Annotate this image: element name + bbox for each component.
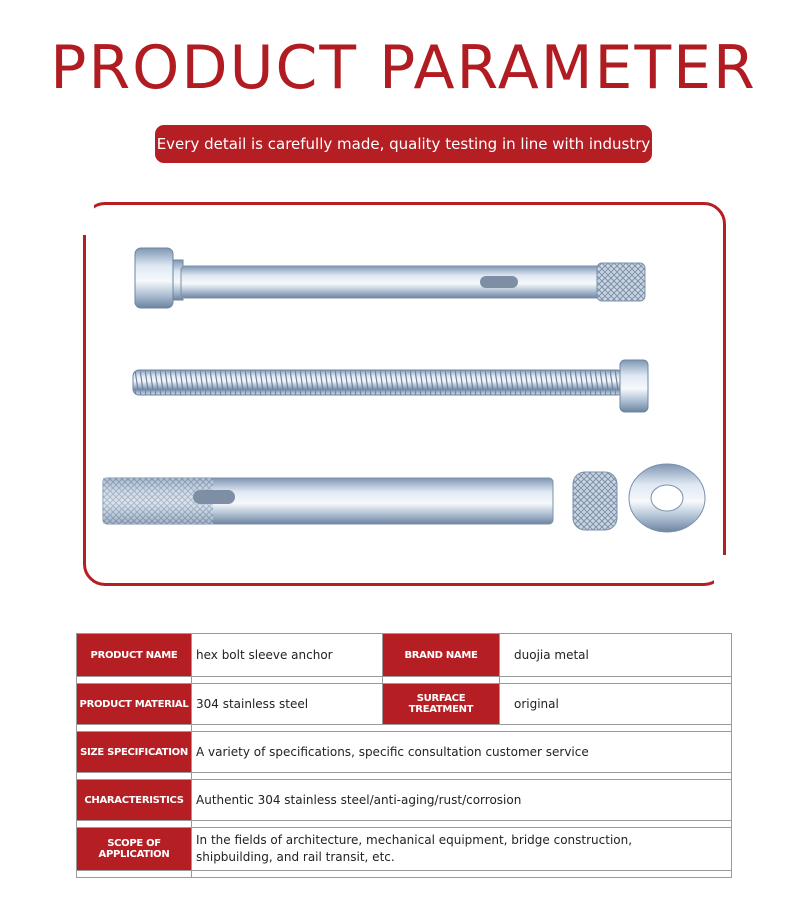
table-row bbox=[77, 634, 732, 677]
table-row bbox=[77, 828, 732, 871]
hex-bolt-image bbox=[133, 360, 648, 412]
characteristics-label: CHARACTERISTICS bbox=[77, 780, 192, 821]
scope-line-2: shipbuilding, and rail transit, etc. bbox=[196, 850, 395, 864]
brand-name-value: duojia metal bbox=[500, 634, 732, 677]
assembled-anchor-image bbox=[135, 248, 645, 308]
product-name-label: PRODUCT NAME bbox=[77, 634, 192, 677]
product-material-value: 304 stainless steel bbox=[192, 684, 383, 725]
size-specification-value: A variety of specifications, specific consultation customer service bbox=[192, 732, 732, 773]
washer-image bbox=[629, 464, 705, 532]
scope-line-1: In the fields of architecture, mechanical equipment, bridge construction, bbox=[196, 833, 633, 847]
table-row bbox=[77, 780, 732, 821]
sleeve-image bbox=[103, 478, 553, 524]
product-material-label: PRODUCT MATERIAL bbox=[77, 684, 192, 725]
product-photo bbox=[95, 230, 715, 570]
surface-treatment-value: original bbox=[500, 684, 732, 725]
cone-nut-image bbox=[573, 472, 617, 530]
parameter-table bbox=[76, 633, 732, 878]
table-row bbox=[77, 732, 732, 773]
scope-of-application-label: SCOPE OF APPLICATION bbox=[77, 828, 192, 871]
characteristics-value: Authentic 304 stainless steel/anti-aging/rust/corrosion bbox=[192, 780, 732, 821]
page-title: PRODUCT PARAMETER bbox=[50, 33, 757, 103]
product-name-value: hex bolt sleeve anchor bbox=[192, 634, 383, 677]
brand-name-label: BRAND NAME bbox=[383, 634, 500, 677]
scope-of-application-value bbox=[192, 828, 732, 871]
size-specification-label: SIZE SPECIFICATION bbox=[77, 732, 192, 773]
subtitle-banner: Every detail is carefully made, quality testing in line with industry bbox=[155, 125, 652, 163]
surface-treatment-label: SURFACE TREATMENT bbox=[383, 684, 500, 725]
table-row bbox=[77, 684, 732, 725]
